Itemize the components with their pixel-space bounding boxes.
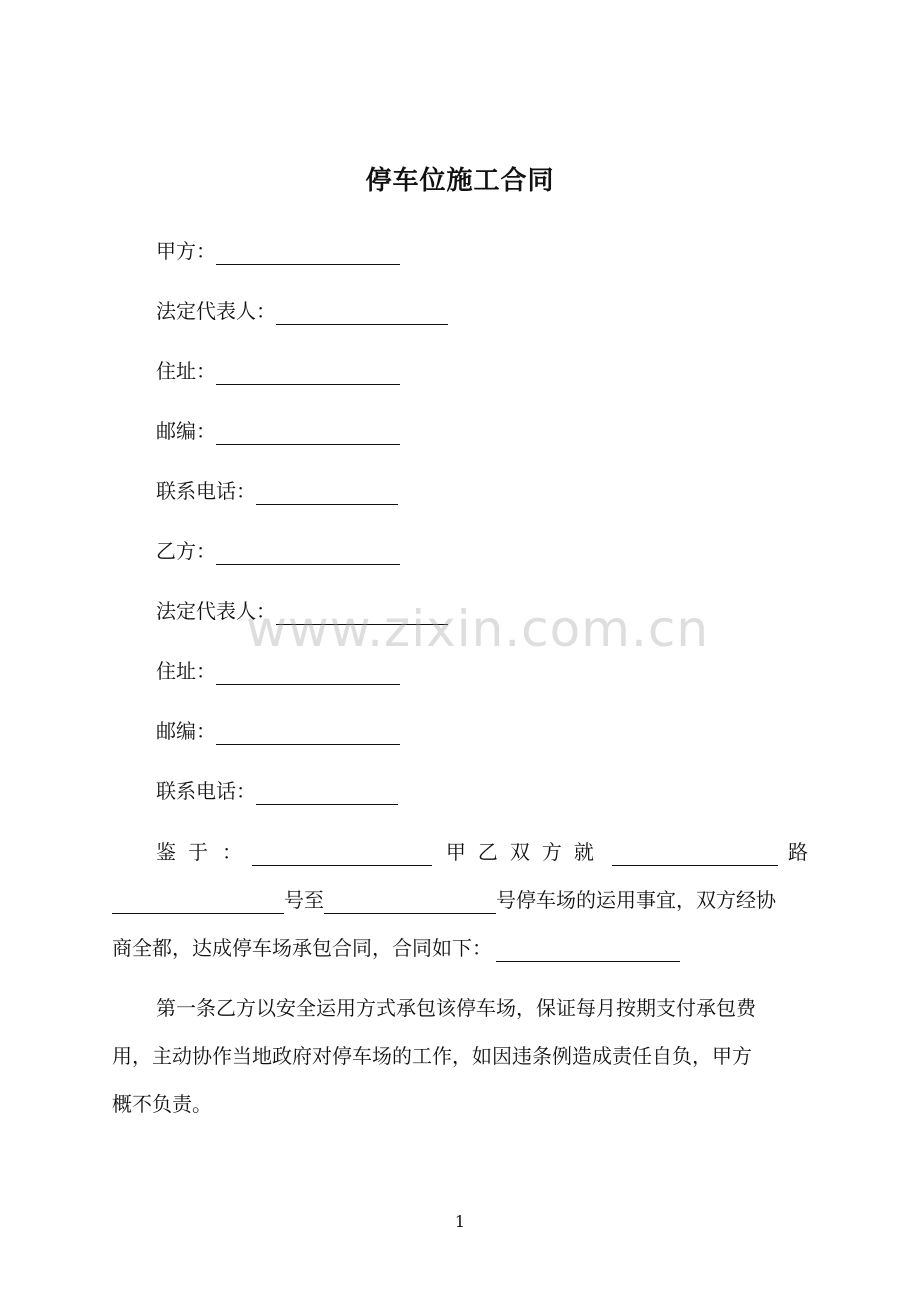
article-1-paragraph [112,984,808,1128]
party-b-postcode-blank [216,726,400,745]
party-b-address-blank [216,666,400,685]
recital-blank-4 [324,895,496,914]
recital-line-2 [112,876,808,924]
party-b-postcode-row [156,716,400,746]
recital-line-1 [112,828,808,876]
party-b-phone-row [156,776,398,806]
party-b-phone-blank [256,786,398,805]
party-a-postcode-row [156,416,400,446]
recital-word-1: 鉴 [156,840,176,864]
party-b-address-label: 住址： [156,659,216,683]
party-a-address-blank [216,366,400,385]
party-b-name-blank [216,546,400,565]
party-a-name-row [156,236,400,266]
party-a-postcode-blank [216,426,400,445]
party-b-name-row [156,536,400,566]
party-a-address-row [156,356,400,386]
recital-blank-3 [112,895,284,914]
party-a-rep-blank [276,306,448,325]
party-b-postcode-label: 邮编： [156,719,216,743]
contract-title: 停车位施工合同 [365,166,555,196]
party-a-name-label: 甲方： [156,239,216,263]
recital-blank-1 [252,847,432,866]
page-number: 1 [454,1212,466,1231]
recital-colon: ： [222,840,242,864]
party-a-phone-blank [256,486,398,505]
party-b-rep-label: 法定代表人： [156,599,276,623]
article-1-line-3: 概不负责。 [112,1092,212,1116]
article-1-line-2: 用，主动协作当地政府对停车场的工作，如因违条例造成责任自负，甲方 [112,1044,752,1068]
recital-text-5: 商全都，达成停车场承包合同，合同如下： [112,936,492,960]
recital-text-4: 号停车场的运用事宜，双方经协 [496,888,776,912]
watermark: www.zixin.com.cn [246,600,710,658]
recital-blank-2 [612,847,778,866]
party-a-name-blank [216,246,400,265]
party-a-postcode-label: 邮编： [156,419,216,443]
recital-blank-5 [496,943,680,962]
recital-line-3 [112,924,808,972]
party-a-address-label: 住址： [156,359,216,383]
article-1-line-1: 第一条乙方以安全运用方式承包该停车场，保证每月按期支付承包费 [156,996,756,1020]
recital-word-2: 于 [188,840,208,864]
party-a-phone-label: 联系电话： [156,479,256,503]
recital-text-1: 甲乙双方就 [445,840,606,864]
recital-text-2: 路 [788,840,808,864]
recital-paragraph [112,828,808,972]
party-b-address-row [156,656,400,686]
party-a-rep-label: 法定代表人： [156,299,276,323]
party-a-phone-row [156,476,398,506]
party-a-rep-row [156,296,448,326]
party-b-phone-label: 联系电话： [156,779,256,803]
recital-text-3: 号至 [284,888,324,912]
party-b-name-label: 乙方： [156,539,216,563]
